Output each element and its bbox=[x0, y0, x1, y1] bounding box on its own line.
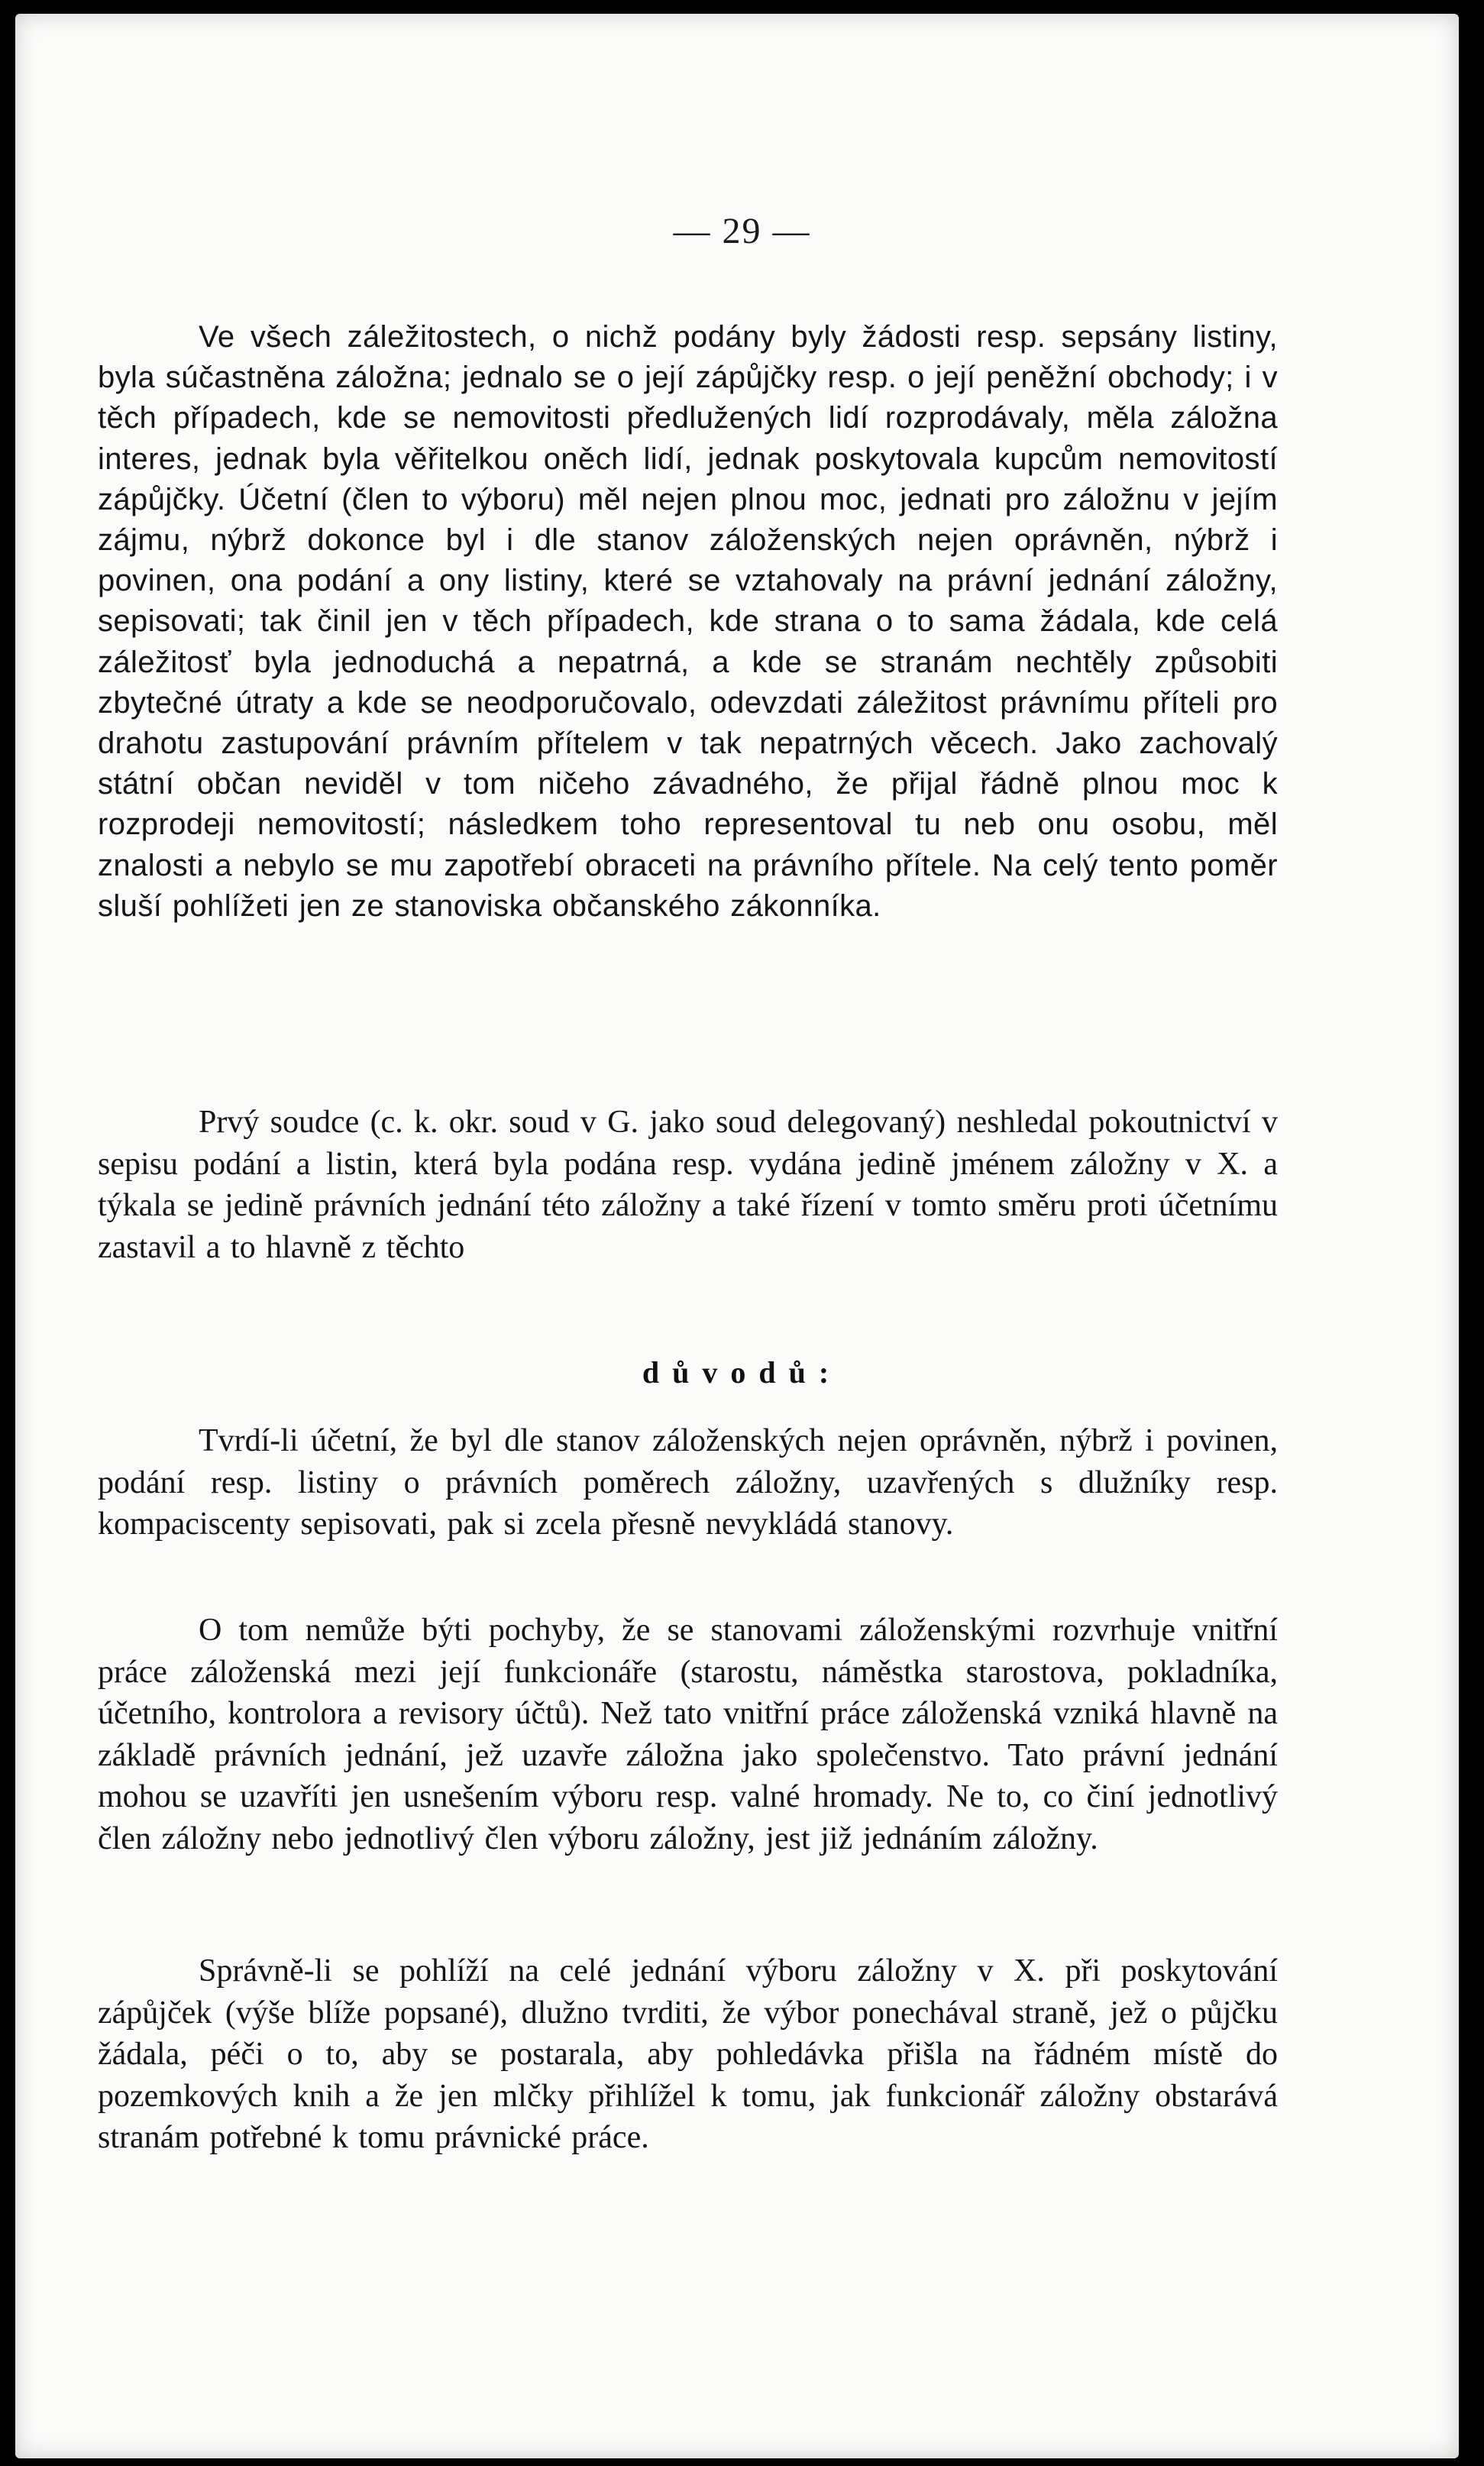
paragraph-1: Ve všech záležitostech, o nichž podány byly žádosti resp. sepsány listiny, byla súčastněna záložna; jednalo se o její zápůjčky resp. o její peněžní obchody; i v těch případech, kde se nemovitosti předlužených lidí rozprodávaly, měla záložna interes, jednak byla věřitelkou oněch lidí, jednak poskytovala kupcům nemovitostí zápůjčky. Účetní (člen to výboru) měl nejen plnou moc, jednati pro záložnu v jejím zájmu, nýbrž dokonce byl i dle stanov záloženských nejen oprávněn, nýbrž i povinen, ona podání a ony listiny, které se vztahovaly na právní jednání záložny, sepisovati; tak činil jen v těch případech, kde strana o to sama žádala, kde celá záležitosť byla jednoduchá a nepatrná, a kde se stranám nechtěly způsobiti zbytečné útraty a kde se neodporučovalo, odevzdati záležitost právnímu příteli pro drahotu zastupování právním přítelem v tak nepatrných věcech. Jako zachovalý státní občan neviděl v tom ničeho závadného, že přijal řádně plnou moc k rozprodeji nemovitostí; následkem toho representoval tu neb onu osobu, měl znalosti a nebylo se mu zapotřebí obraceti na právního přítele. Na celý tento poměr sluší pohlížeti jen ze stanoviska občanského zákonníka. bbox=[98, 320, 1278, 923]
text-block-5 bbox=[98, 1950, 1278, 2159]
section-heading: důvodů: bbox=[642, 1355, 842, 1390]
text-block-1 bbox=[98, 317, 1278, 927]
text-block-3 bbox=[98, 1420, 1278, 1545]
text-block-4 bbox=[98, 1610, 1278, 1859]
paragraph-4: O tom nemůže býti pochyby, že se stanovami záloženskými rozvrhuje vnitřní práce záloženská mezi její funkcionáře (starostu, náměstka starostova, pokladníka, účetního, kontrolora a revisory účtů). Než tato vnitřní práce záloženská vzniká hlavně na základě právních jednání, jež uzavře záložna jako společenstvo. Tato právní jednání mohou se uzavříti jen usnešením výboru resp. valné hromady. Ne to, co činí jednotlivý člen záložny nebo jednotlivý člen výboru záložny, jest již jednáním záložny. bbox=[98, 1613, 1278, 1856]
page-number: — 29 — bbox=[673, 211, 811, 251]
paragraph-2: Prvý soudce (c. k. okr. soud v G. jako soud delegovaný) neshledal pokoutnictví v sepisu podání a listin, která byla podána resp. vydána jedině jménem záložny v X. a týkala se jedině právních jednání této záložny a také řízení v tomto směru proti účetnímu zastavil a to hlavně z těchto bbox=[98, 1105, 1278, 1265]
text-block-2 bbox=[98, 1102, 1278, 1268]
paragraph-3: Tvrdí-li účetní, že byl dle stanov záloženských nejen oprávněn, nýbrž i povinen, podání resp. listiny o právních poměrech záložny, uzavřených s dlužníky resp. kompaciscenty sepisovati, pak si zcela přesně nevykládá stanovy. bbox=[98, 1423, 1278, 1542]
paragraph-5: Správně-li se pohlíží na celé jednání výboru záložny v X. při poskytování zápůjček (výše blíže popsané), dlužno tvrditi, že výbor ponechával straně, jež o půjčku žádala, péči o to, aby se postarala, aby pohledávka přišla na řádném místě do pozemkových knih a že jen mlčky přihlížel k tomu, jak funkcionář záložny obstarává stranám potřebné k tomu právnické práce. bbox=[98, 1953, 1278, 2155]
